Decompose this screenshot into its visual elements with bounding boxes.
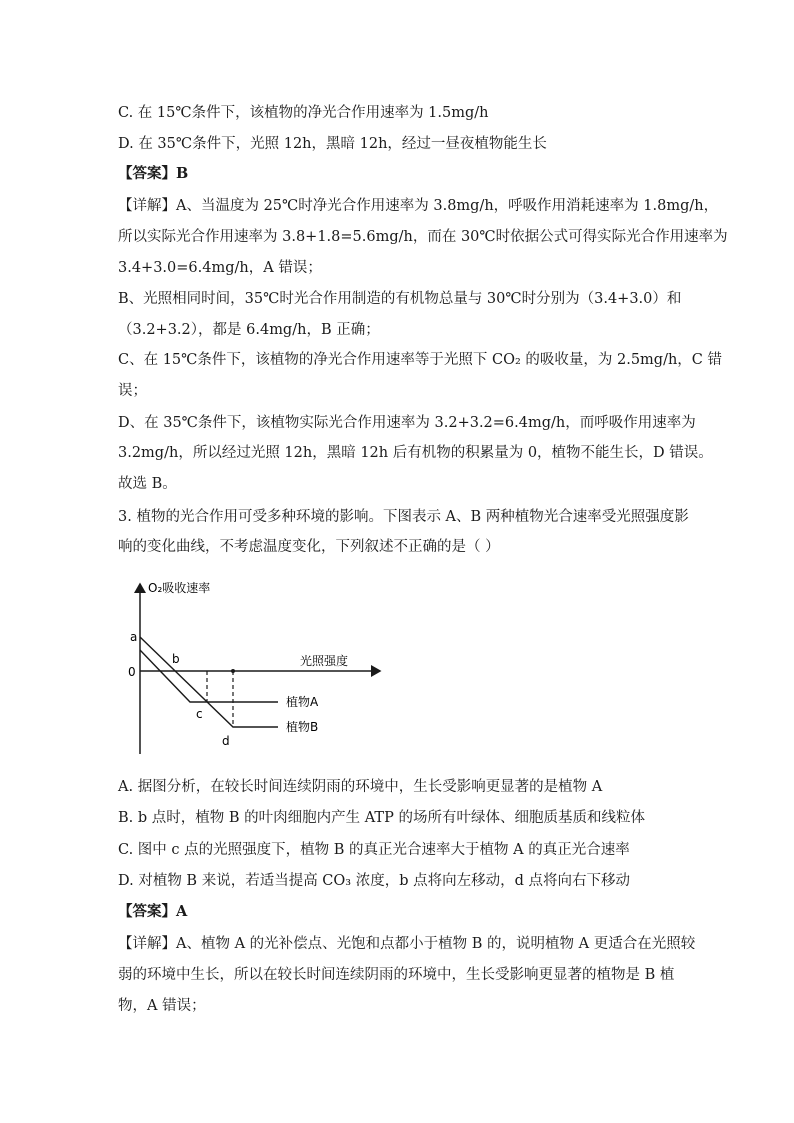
explain-q2-line10: 故选 B。 [118,476,177,492]
option-c-prev: C. 在 15℃条件下，该植物的净光合作用速率为 1.5mg/h [118,105,489,121]
x-axis-label: 光照强度 [300,654,349,668]
question-3-stem-line2: 响的变化曲线，不考虑温度变化，下列叙述不正确的是（ ） [118,539,500,555]
light-intensity-figure [118,576,388,756]
origin-label: 0 [128,665,136,679]
point-label-d: d [222,734,230,748]
explain-q3-line3: 物，A 错误； [118,998,206,1014]
q3-option-b: B. b 点时，植物 B 的叶肉细胞内产生 ATP 的场所有叶绿体、细胞质基质和线粒体 [118,810,645,826]
explain-q2-line6: C、在 15℃条件下，该植物的净光合作用速率等于光照下 CO₂ 的吸收量，为 2.5mg/h，C 错 [118,352,723,368]
y-axis-label: O₂吸收速率 [148,581,211,595]
explain-q2-line2: 所以实际光合作用速率为 3.8+1.8=5.6mg/h，而在 30℃时依据公式可得实际光合作用速率为 [118,229,728,245]
point-label-b: b [172,652,180,666]
explain-q2-line1: 【详解】A、当温度为 25℃时净光合作用速率为 3.8mg/h，呼吸作用消耗速率为 1.8mg/h， [118,198,719,214]
series-label-plant-a: 植物A [286,695,319,709]
option-d-prev: D. 在 35℃条件下，光照 12h，黑暗 12h，经过一昼夜植物能生长 [118,136,547,152]
explain-q2-line9: 3.2mg/h，所以经过光照 12h，黑暗 12h 后有机物的积累量为 0，植物不能生长，D 错误。 [118,445,713,461]
explain-q3-line2: 弱的环境中生长，所以在较长时间连续阴雨的环境中，生长受影响更显著的植物是 B 植 [118,967,675,983]
explain-q3-line1: 【详解】A、植物 A 的光补偿点、光饱和点都小于植物 B 的，说明植物 A 更适合在光照较 [118,936,696,952]
explain-q2-line7: 误； [118,383,147,399]
question-3-stem-line1: 3. 植物的光合作用可受多种环境的影响。下图表示 A、B 两种植物光合速率受光照强度影 [118,509,689,525]
answer-q3: 【答案】A [118,903,188,920]
explain-q2-line3: 3.4+3.0=6.4mg/h，A 错误； [118,260,322,276]
explain-q2-line4: B、光照相同时间，35℃时光合作用制造的有机物总量与 30℃时分别为（3.4+3.0）和 [118,291,682,307]
point-label-c: c [196,707,203,721]
q3-option-a: A. 据图分析，在较长时间连续阴雨的环境中，生长受影响更显著的是植物 A [118,779,603,795]
series-label-plant-b: 植物B [286,720,319,734]
explain-q2-line5: （3.2+3.2），都是 6.4mg/h，B 正确； [118,322,380,338]
curve-plant-b [140,637,278,727]
explain-q2-line8: D、在 35℃条件下，该植物实际光合作用速率为 3.2+3.2=6.4mg/h，而呼吸作用速率为 [118,415,696,431]
answer-q2: 【答案】B [118,165,189,182]
point-marker-d-axis [231,669,235,673]
q3-option-d: D. 对植物 B 来说，若适当提高 CO₃ 浓度，b 点将向左移动，d 点将向右下移动 [118,873,630,889]
q3-option-c: C. 图中 c 点的光照强度下，植物 B 的真正光合速率大于植物 A 的真正光合速率 [118,842,630,858]
point-label-a: a [130,630,138,644]
